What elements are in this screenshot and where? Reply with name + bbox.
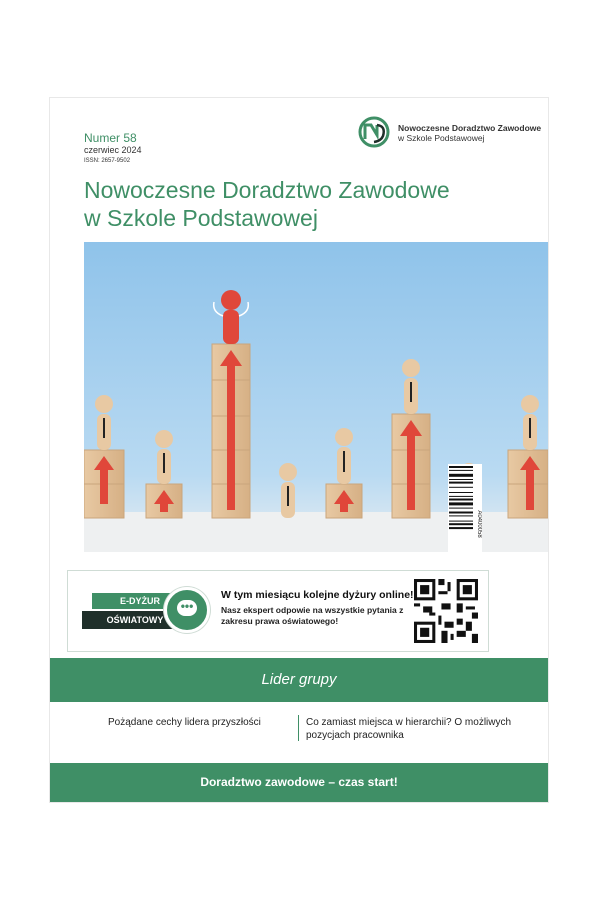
article-teaser-right[interactable]: Co zamiast miejsca w hierarchii? O możliwych pozycjach pracownika bbox=[306, 717, 512, 741]
nd-logo-icon bbox=[356, 116, 392, 148]
barcode-bar bbox=[449, 508, 473, 509]
barcode-bar bbox=[449, 523, 473, 525]
qr-code-icon[interactable] bbox=[414, 579, 478, 643]
barcode-bar bbox=[449, 470, 473, 471]
magazine-title bbox=[84, 176, 534, 232]
floor-figure bbox=[279, 463, 297, 518]
barcode-bar bbox=[449, 502, 473, 505]
footer-band[interactable]: Doradztwo zawodowe – czas start! bbox=[50, 763, 548, 802]
article-teaser-left[interactable]: Pożądane cechy lidera przyszłości bbox=[108, 717, 261, 728]
title-line-2: w Szkole Podstawowej bbox=[84, 205, 318, 231]
logo-text bbox=[398, 123, 541, 143]
badge-e-dyzur: E-DYŻUR bbox=[92, 593, 188, 609]
banner-subtext: Nasz ekspert odpowie na wszystkie pytania z zakresu prawa oświatowego! bbox=[221, 605, 404, 626]
barcode-icon bbox=[448, 464, 482, 554]
badge-oswiatowy: OŚWIATOWY bbox=[82, 611, 188, 629]
barcode-bar bbox=[449, 527, 473, 529]
barcode-bar bbox=[449, 487, 473, 488]
teaser-divider bbox=[298, 715, 299, 741]
barcode-bar bbox=[449, 466, 473, 468]
barcode-bar bbox=[449, 521, 473, 522]
barcode-bar bbox=[449, 512, 473, 514]
banner-headline: W tym miesiącu kolejne dyżury online! bbox=[221, 589, 414, 601]
barcode-bar bbox=[449, 515, 473, 516]
issue-date: czerwiec 2024 bbox=[84, 145, 142, 155]
barcode-number: A0400058 bbox=[476, 510, 482, 538]
barcode-bar bbox=[449, 474, 473, 477]
issue-number: Numer 58 bbox=[84, 131, 137, 145]
title-line-1: Nowoczesne Doradztwo Zawodowe bbox=[84, 177, 450, 203]
logo-line-1: Nowoczesne Doradztwo Zawodowe bbox=[398, 123, 542, 133]
barcode-bar bbox=[449, 482, 473, 484]
barcode-bar bbox=[449, 479, 473, 480]
publisher-logo bbox=[356, 116, 546, 148]
magazine-cover bbox=[50, 98, 548, 802]
lead-article-band[interactable]: Lider grupy bbox=[50, 658, 548, 702]
logo-line-2: w Szkole Podstawowej bbox=[398, 133, 485, 143]
barcode-bar bbox=[449, 496, 473, 497]
barcode-bar bbox=[449, 499, 473, 501]
e-dyzur-banner[interactable] bbox=[67, 570, 489, 652]
issn: ISSN: 2657-9502 bbox=[84, 158, 131, 164]
chat-bubble-icon: ••• bbox=[164, 587, 210, 633]
barcode-bar bbox=[449, 492, 473, 493]
